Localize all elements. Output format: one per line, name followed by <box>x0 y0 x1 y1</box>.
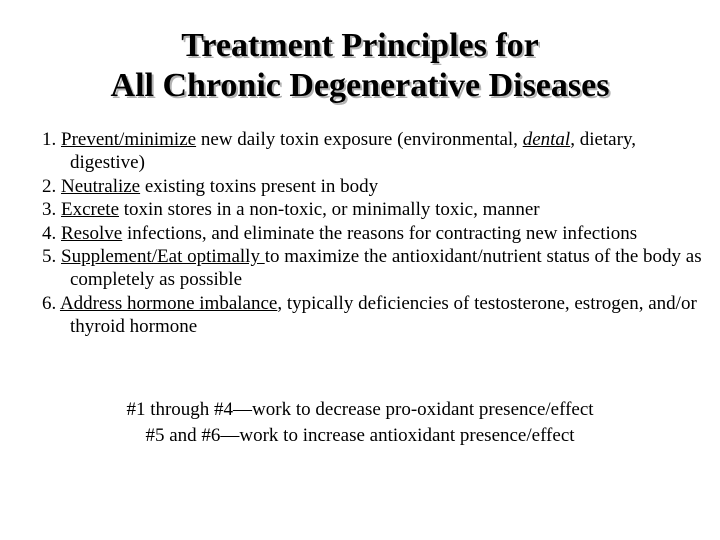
list-item-6 <box>42 292 702 339</box>
slide-title <box>0 26 720 106</box>
summary-line-1: #1 through #4—work to decrease pro-oxidant presence/effect <box>126 399 594 420</box>
item-keyword: Neutralize <box>61 175 141 197</box>
principles-list <box>42 128 702 339</box>
summary-notes <box>0 397 720 449</box>
item-text: existing toxins present in body <box>140 175 379 197</box>
item-keyword: Resolve <box>61 222 123 244</box>
item-number: 5. <box>42 246 57 268</box>
item-text: to maximize the antioxidant/nutrient status of the body as completely as possible <box>70 246 702 291</box>
item-emphasis: dental <box>522 129 571 150</box>
list-item-2 <box>42 175 702 198</box>
item-text: new daily toxin exposure (environmental, <box>196 129 523 150</box>
item-keyword: Address hormone imbalance <box>59 292 278 314</box>
item-number: 4. <box>42 222 57 244</box>
title-line-2: All Chronic Degenerative Diseases <box>110 67 610 104</box>
item-text: , typically deficiencies of testosterone, estrogen, and/or thyroid hormone <box>70 292 697 338</box>
summary-line-2: #5 and #6—work to increase antioxidant presence/effect <box>145 425 575 446</box>
item-text-continued: , dietary, digestive) <box>70 129 636 174</box>
item-number: 1. <box>42 129 57 150</box>
item-text: infections, and eliminate the reasons for contracting new infections <box>122 222 638 244</box>
item-keyword: Prevent/minimize <box>61 129 197 150</box>
item-number: 3. <box>42 199 57 221</box>
list-item-5 <box>42 245 702 292</box>
title-line-1: Treatment Principles for <box>181 27 539 64</box>
item-keyword: Excrete <box>61 199 120 221</box>
item-keyword: Supplement/Eat optimally <box>61 246 265 268</box>
item-number: 6. <box>42 292 57 314</box>
list-item-3 <box>42 198 702 221</box>
list-item-4 <box>42 222 702 245</box>
list-item-1 <box>42 128 702 175</box>
item-number: 2. <box>42 175 57 197</box>
item-text: toxin stores in a non-toxic, or minimally toxic, manner <box>119 199 540 221</box>
